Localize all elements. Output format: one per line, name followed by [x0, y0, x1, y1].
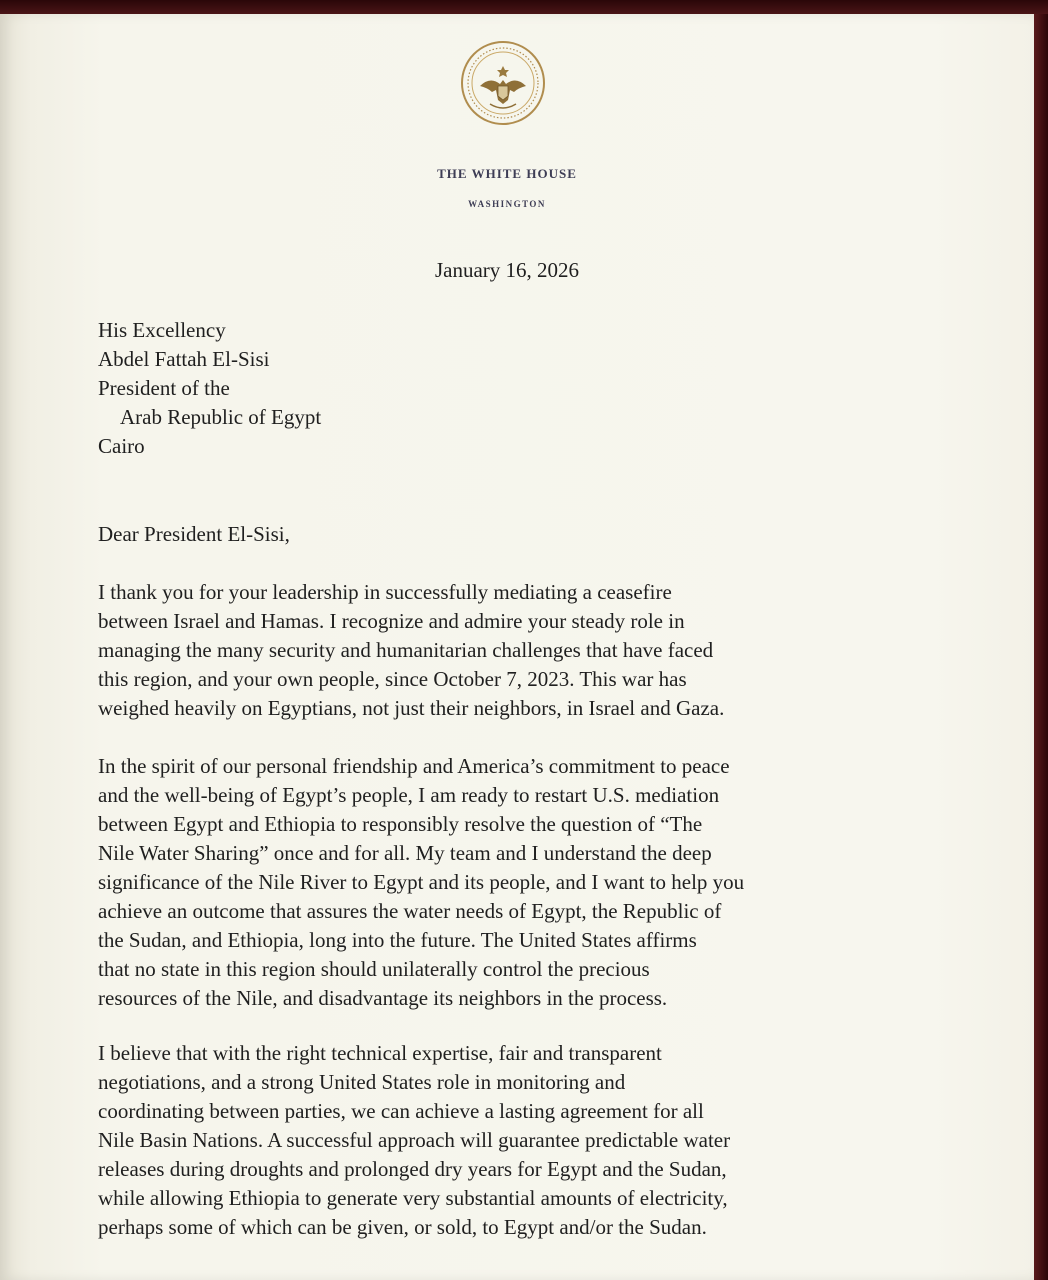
- letter-date: January 16, 2026: [434, 258, 580, 282]
- address-line: President of the: [98, 376, 230, 400]
- recipient-address: [98, 316, 321, 461]
- paragraph-2: [98, 752, 744, 1013]
- address-line: Abdel Fattah El-Sisi: [98, 347, 270, 371]
- text-line: I thank you for your leadership in successfully mediating a ceasefire: [98, 580, 672, 604]
- text-line: between Israel and Hamas. I recognize and admire your steady role in: [98, 609, 685, 633]
- paragraph-1: [98, 578, 724, 723]
- text-line: coordinating between parties, we can achieve a lasting agreement for all: [98, 1099, 704, 1123]
- text-line: perhaps some of which can be given, or sold, to Egypt and/or the Sudan.: [98, 1215, 707, 1239]
- paragraph-3: [98, 1039, 730, 1242]
- text-line: the Sudan, and Ethiopia, long into the future. The United States affirms: [98, 928, 697, 952]
- text-line: weighed heavily on Egyptians, not just their neighbors, in Israel and Gaza.: [98, 696, 725, 720]
- text-line: between Egypt and Ethiopia to responsibly resolve the question of “The: [98, 812, 703, 836]
- address-line: Cairo: [98, 434, 145, 458]
- text-line: this region, and your own people, since October 7, 2023. This war has: [98, 667, 687, 691]
- letterhead-title: THE WHITE HOUSE: [437, 166, 577, 181]
- text-line: In the spirit of our personal friendship and America’s commitment to peace: [98, 754, 730, 778]
- text-line: Nile Basin Nations. A successful approach will guarantee predictable water: [98, 1128, 731, 1152]
- text-line: and the well-being of Egypt’s people, I am ready to restart U.S. mediation: [98, 783, 720, 807]
- text-line: managing the many security and humanitarian challenges that have faced: [98, 638, 714, 662]
- text-line: achieve an outcome that assures the water needs of Egypt, the Republic of: [98, 899, 722, 923]
- frame-top-edge: [0, 0, 1048, 14]
- text-line: I believe that with the right technical expertise, fair and transparent: [98, 1041, 662, 1065]
- frame-right-edge: [1034, 14, 1048, 1280]
- text-line: that no state in this region should unilaterally control the precious: [98, 957, 650, 981]
- text-line: Nile Water Sharing” once and for all. My team and I understand the deep: [98, 841, 712, 865]
- address-line: Arab Republic of Egypt: [120, 405, 322, 429]
- letterhead-city: WASHINGTON: [468, 199, 546, 209]
- text-line: releases during droughts and prolonged dry years for Egypt and the Sudan,: [98, 1157, 727, 1181]
- salutation: Dear President El-Sisi,: [98, 522, 290, 546]
- presidential-seal-icon: [460, 40, 546, 126]
- text-line: while allowing Ethiopia to generate very substantial amounts of electricity,: [98, 1186, 728, 1210]
- text-line: negotiations, and a strong United States role in monitoring and: [98, 1070, 626, 1094]
- text-line: significance of the Nile River to Egypt and its people, and I want to help you: [98, 870, 745, 894]
- address-line: His Excellency: [98, 318, 226, 342]
- text-line: resources of the Nile, and disadvantage its neighbors in the process.: [98, 986, 668, 1010]
